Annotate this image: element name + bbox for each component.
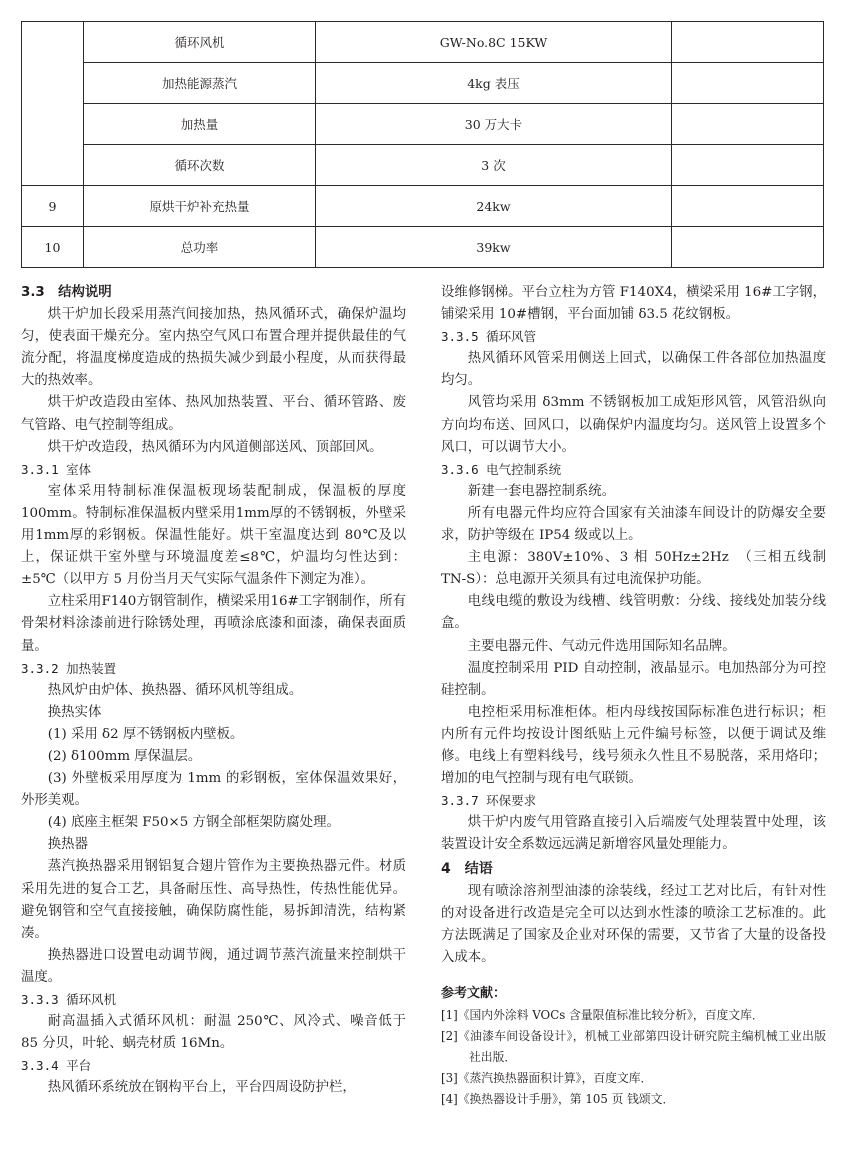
table-row (22, 104, 824, 145)
paragraph: 蒸汽换热器采用钢铝复合翅片管作为主要换热器元件。材质采用先进的复合工艺，具备耐压性、高导热性，传热性能优异。避免钢管和空气直接接触，确保防腐性能，易拆卸清洗，结构紧凑。 (21, 859, 406, 941)
subsection-heading-3-3-7: 3.3.7 环保要求 (441, 793, 537, 809)
paragraph: 风管均采用 δ3mm 不锈钢板加工成矩形风管，风管沿纵向方向均布送、回风口，以确保炉内温度均匀。送风管上设置多个风口，可以调节大小。 (441, 395, 826, 455)
left-column (21, 282, 406, 1099)
section-heading-conclusion: 4 结语 (441, 861, 493, 878)
reference-item: [4]《换热器设计手册》，第 105 页 钱颂文． (441, 1092, 675, 1106)
paragraph: 电线电缆的敷设为线槽、线管明敷：分线、接线处加装分线盒。 (441, 594, 826, 632)
value-cell: 39kw (316, 227, 672, 268)
note-cell (672, 104, 824, 145)
table-row (22, 186, 824, 227)
paragraph: 烘干炉改造段，热风循环为内风道侧部送风、顶部回风。 (47, 439, 383, 455)
value-cell: 3 次 (316, 145, 672, 186)
table-row (22, 227, 824, 268)
list-item: (3) 外壁板采用厚度为 1mm 的彩钢板，室体保温效果好，外形美观。 (21, 771, 406, 809)
note-cell (672, 227, 824, 268)
item-cell: 循环风机 (84, 22, 316, 63)
item-cell: 原烘干炉补充热量 (84, 186, 316, 227)
subsection-heading-3-3-1: 3.3.1 室体 (21, 461, 92, 477)
list-item: (2) δ100mm 厚保温层。 (47, 748, 202, 764)
item-cell: 循环次数 (84, 145, 316, 186)
paragraph: 换热器 (47, 837, 88, 853)
paragraph: 电控柜采用标准柜体。柜内母线按国际标准色进行标识；柜内所有元件均按设计图纸贴上元件编号标签，以便于调试及维修。电线上有塑料线号，线号须永久性且不易脱落，采用烙印；增加的电气控制与现有电气联锁。 (441, 704, 826, 787)
note-cell (672, 145, 824, 186)
paragraph: 温度控制采用 PID 自动控制，液晶显示。电加热部分为可控硅控制。 (441, 660, 826, 698)
reference-item: [2]《油漆车间设备设计》，机械工业部第四设计研究院主编机械工业出版社出版． (441, 1029, 826, 1064)
subsection-heading-3-3-4: 3.3.4 平台 (21, 1058, 92, 1074)
paragraph: 热风循环风管采用侧送上回式，以确保工件各部位加热温度均匀。 (441, 351, 826, 389)
section-heading-3-3: 3.3 结构说明 (21, 285, 112, 300)
paragraph: 烘干炉改造段由室体、热风加热装置、平台、循环管路、废气管路、电气控制等组成。 (21, 395, 406, 433)
paragraph: 立柱采用F140方钢管制作，横梁采用16#工字钢制作，所有骨架材料涂漆前进行除锈处理，再喷涂底漆和面漆，确保表面质量。 (21, 594, 406, 654)
note-cell (672, 63, 824, 104)
paragraph: 热风循环系统放在钢构平台上，平台四周设防护栏， (47, 1080, 356, 1096)
subsection-heading-3-3-2: 3.3.2 加热装置 (21, 660, 117, 676)
list-item: (4) 底座主框架 F50×5 方钢全部框架防腐处理。 (47, 815, 340, 831)
paragraph: 主电源：380V±10%、3 相 50Hz±2Hz （三相五线制TN-S）：总电源开关须具有过电流保护功能。 (441, 550, 826, 588)
paragraph: 耐高温插入式循环风机：耐温 250℃、风冷式、噪音低于 85 分贝，叶轮、蜗壳材质 16Mn。 (21, 1014, 406, 1052)
subsection-heading-3-3-5: 3.3.5 循环风管 (441, 329, 537, 345)
reference-item: [3]《蒸汽换热器面积计算》，百度文库． (441, 1071, 653, 1085)
item-cell: 加热能源蒸汽 (84, 63, 316, 104)
table-row (22, 22, 824, 63)
list-item: (1) 采用 δ2 厚不锈钢板内壁板。 (47, 726, 244, 742)
paragraph: 烘干炉内废气用管路直接引入后端废气处理装置中处理，该装置设计安全系数远远满足新增容风量处理能力。 (441, 815, 826, 853)
note-cell (672, 186, 824, 227)
references-title: 参考文献： (441, 985, 507, 1001)
row-number: 9 (22, 186, 84, 227)
item-cell: 加热量 (84, 104, 316, 145)
paragraph: 设维修钢梯。平台立柱为方管 F140X4，横梁采用 16#工字钢，铺梁采用 10#槽钢，平台面加铺 δ3.5 花纹钢板。 (441, 285, 826, 323)
table-row (22, 145, 824, 186)
subsection-heading-3-3-3: 3.3.3 循环风机 (21, 992, 117, 1007)
value-cell: 4kg 表压 (316, 63, 672, 104)
table-row (22, 63, 824, 104)
paragraph: 换热器进口设置电动调节阀，通过调节蒸汽流量来控制烘干温度。 (21, 947, 406, 985)
reference-item: [1]《国内外涂料 VOCs 含量限值标准比较分析》，百度文库． (441, 1008, 764, 1022)
value-cell: 24kw (316, 186, 672, 227)
paragraph: 室体采用特制标准保温板现场装配制成，保温板的厚度100mm。特制标准保温板内壁采用1mm厚的不锈钢板，外壁采用1mm厚的彩钢板。保温性能好。烘干室温度达到 80℃及以上，保证烘干室外壁与环境温度差≤8℃，炉温均匀性达到：±5℃（以甲方 5 月份当月天气实际气温条件下测定为准）。 (21, 483, 406, 588)
item-cell: 总功率 (84, 227, 316, 268)
paragraph: 现有喷涂溶剂型油漆的涂装线，经过工艺对比后，有针对性的对设备进行改造是完全可以达到水性漆的喷涂工艺标准的。此方法既满足了国家及企业对环保的需要，又节省了大量的设备投入成本。 (441, 883, 826, 965)
paragraph: 所有电器元件均应符合国家有关油漆车间设计的防爆安全要求，防护等级在 IP54 级或以上。 (441, 505, 826, 544)
subsection-heading-3-3-6: 3.3.6 电气控制系统 (441, 461, 562, 477)
right-column (441, 282, 826, 1110)
note-cell (672, 22, 824, 63)
value-cell: 30 万大卡 (316, 104, 672, 145)
paragraph: 新建一套电器控制系统。 (467, 483, 616, 499)
paragraph: 热风炉由炉体、换热器、循环风机等组成。 (47, 682, 303, 698)
paragraph: 主要电器元件、气动元件选用国际知名品牌。 (467, 638, 736, 654)
paragraph: 烘干炉加长段采用蒸汽间接加热，热风循环式，确保炉温均匀，使表面干燥充分。室内热空气风口布置合理并提供最佳的气流分配，将温度梯度造成的热损失减少到最小程度，从而获得最大的热效率。 (21, 307, 406, 389)
spec-table (21, 21, 824, 268)
value-cell: GW-No.8C 15KW (316, 22, 672, 63)
row-number: 10 (22, 227, 84, 268)
row-number-merged (22, 22, 84, 186)
paragraph: 换热实体 (47, 704, 102, 720)
